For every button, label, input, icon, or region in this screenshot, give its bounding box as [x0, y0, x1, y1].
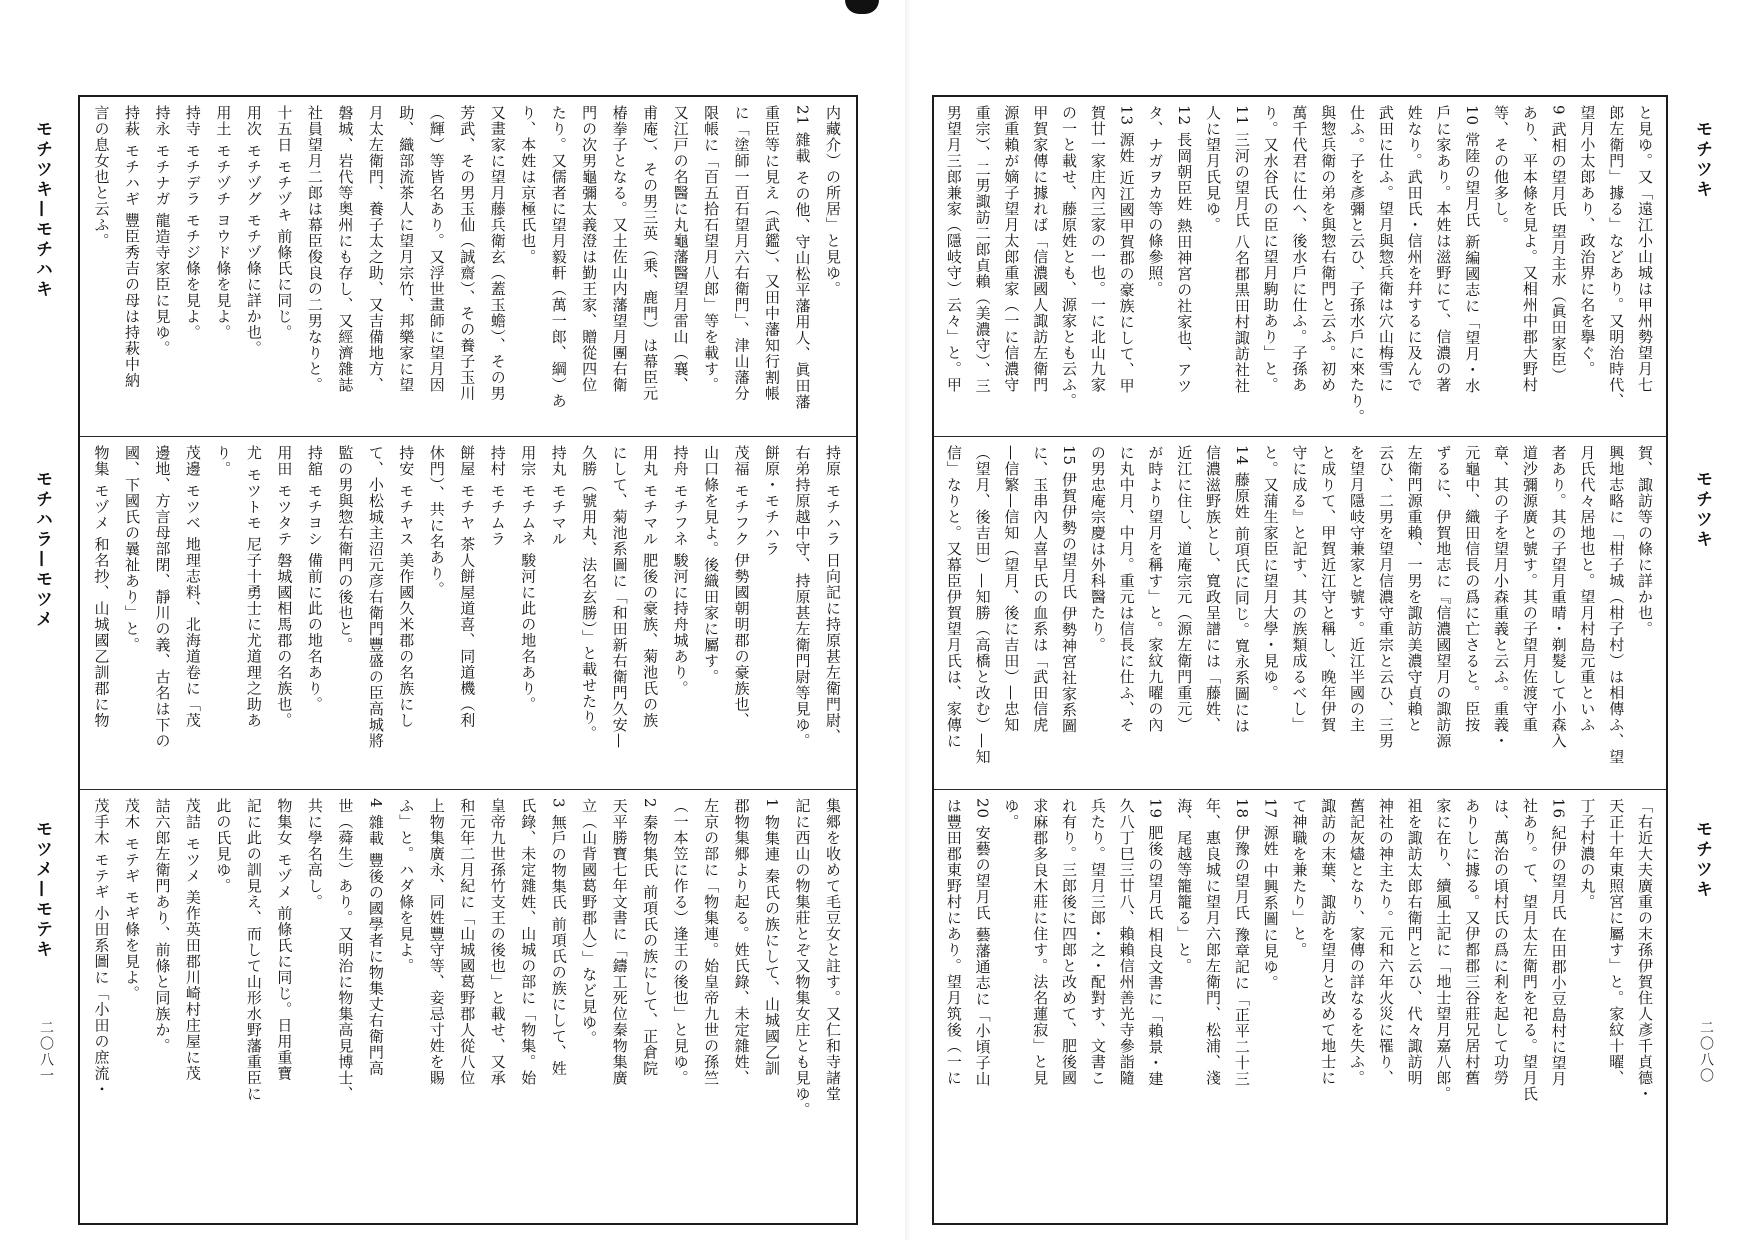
- text-column: 邊地、方言母部閉、靜川の義、古名は下の: [153, 445, 172, 749]
- right-running-head-2: モチツキ: [1692, 470, 1712, 550]
- text-column: に「塗師一百石望月六右衛門」、津山藩分: [732, 105, 751, 402]
- text-column: 章、其の子を望月小森重義と云ふ。重義・: [1492, 445, 1510, 749]
- text-column: 餅屋 モチヤ 茶人餅屋道喜、同道機（利: [458, 445, 477, 729]
- text-column: 道沙彌源廣と號す。其の子望月佐渡守重: [1520, 445, 1539, 733]
- right-tier-2: [934, 437, 1666, 790]
- text-column: と見ゆ。又「遠江小山城は甲州勢望月七: [1636, 105, 1654, 393]
- text-column: 12 長岡朝臣姓 熱田神宮の社家也、アツ: [1175, 105, 1194, 394]
- text-column: 國、下國氏の曩祉あり」と。: [122, 445, 141, 653]
- text-column: あり、平本條を見よ。又相州中郡大野村: [1520, 105, 1539, 393]
- text-column: 物集 モヅメ 和名抄、山城國乙訓郡に物: [92, 445, 111, 729]
- text-column: 「右近大夫廣重の末孫伊賀住人彥千貞德・: [1636, 798, 1654, 1102]
- text-column: て、小松城主沼元彦右衛門豐盛の臣高城將: [366, 445, 385, 749]
- text-column: 又江戸の名醫に丸龜藩醫望月雷山（襄、: [671, 105, 690, 393]
- text-column: は、萬治の頃村氏の爲に利を起して功勞: [1492, 798, 1510, 1086]
- text-column: 皇帝九世孫竹支王の後也」と載せ、又承: [488, 798, 507, 1086]
- text-column: 言の息女也と云ふ。: [92, 105, 111, 249]
- text-column: 重臣等に見え（武鑑）、又田中藩知行割帳: [763, 105, 782, 402]
- text-column: 13 源姓 近江國甲賀郡の豪族にして、甲: [1117, 105, 1136, 394]
- text-column: 上物集廣永、同姓豐守等、妾忌寸姓を賜: [427, 798, 446, 1086]
- text-column: 久勝（號用丸、法名玄勝）」と載せたり。: [580, 445, 599, 742]
- left-running-head-3: モツメ—モテキ: [32, 820, 52, 960]
- text-column: —信繁—信知（望月、後に吉田）—忠知: [1002, 445, 1021, 733]
- text-column: 家に在り、續風土記に「地士望月嘉八郎。: [1434, 798, 1453, 1102]
- text-column: 此の氏見ゆ。: [214, 798, 233, 894]
- text-column: （輝）等皆名あり。又浮世畫師に望月因: [427, 105, 446, 393]
- text-column: ありしに據る。又伊都郡三谷莊兄居村舊: [1463, 798, 1482, 1086]
- text-column: にして、菊池系圖に「和田新右衛門久安—: [610, 445, 629, 749]
- text-column: 持丸 モチマル: [549, 445, 568, 547]
- text-column: が時より望月を稱す」と。家紋九曜の內: [1146, 445, 1165, 733]
- text-column: 磐城、岩代等奥州にも存し、又經濟雜誌: [336, 105, 355, 393]
- text-column: の男忠庵宗慶は外科醫たり。: [1088, 445, 1107, 653]
- text-column: 天正十年東照宮に屬す」と。家紋十曜、: [1607, 798, 1626, 1086]
- gutter-shadow: [905, 0, 911, 1240]
- text-column: 4 雜載 豐後の國學者に物集丈右衛門高: [366, 798, 385, 1077]
- text-column: 甲賀家傳に據れば「信濃國人諏訪左衛門: [1031, 105, 1050, 393]
- text-column: 記に西山の物集莊とぞ又物集女庄とも見ゆ。: [793, 798, 812, 1118]
- text-column: 内藏介）の所居」と見ゆ。: [824, 105, 842, 297]
- text-column: 用宗 モチムネ 駿河に此の地名あり。: [519, 445, 538, 713]
- text-column: 茂邊 モツベ 地理志料、北海道卷に「茂: [183, 445, 202, 729]
- text-column: 等、その他多し。: [1492, 105, 1510, 233]
- text-column: 云ひ、二男を望月信濃守重宗と云ひ、三男: [1376, 445, 1395, 749]
- text-column: 14 藤原姓 前項氏に同じ。寬永系圖には: [1232, 445, 1251, 734]
- text-column: と成りて、甲賀近江守と稱し、晚年伊賀: [1319, 445, 1338, 733]
- text-column: れ有り。三郎後に四郎と改めて、肥後國: [1060, 798, 1078, 1086]
- text-column: 16 紀伊の望月氏 在田郡小豆島村に望月: [1549, 798, 1568, 1087]
- text-column: 用田 モツタテ 磐城國相馬郡の名族也。: [275, 445, 294, 729]
- text-column: 人に望月氏見ゆ。: [1204, 105, 1222, 233]
- text-column: の一と載せ、藤原姓とも、源家とも云ふ。: [1060, 105, 1078, 409]
- text-column: 近江に住し、道庵宗元（源左衛門重元）: [1175, 445, 1194, 733]
- right-running-head-1: モチツキ: [1692, 120, 1712, 200]
- text-column: 立（山背國葛野郡人）」など見ゆ。: [580, 798, 599, 1047]
- text-column: 21 雜載 その他、守山松平藩用人、眞田藩: [793, 105, 812, 410]
- binding-mark: [845, 0, 879, 14]
- text-column: に、玉串內人喜早氏の血系は「武田信虎: [1031, 445, 1050, 733]
- left-tier-2: [80, 437, 856, 790]
- right-tier-3: [934, 790, 1666, 1223]
- text-column: 求麻郡多良木莊に住す。法名蓮寂」と見: [1031, 798, 1050, 1086]
- text-column: （望月、後吉田）—知勝（高橋と改む）—知: [973, 445, 992, 765]
- text-column: ずるに、伊賀地志に『信濃國望月の諏訪源: [1434, 445, 1453, 749]
- text-column: 信濃滋野族とし、寬政呈譜には「藤姓、: [1204, 445, 1222, 733]
- text-column: 神社の神主たり。元和六年火災に罹り、: [1376, 798, 1395, 1086]
- text-column: 3 無戶の物集氏 前項氏の族にして、姓: [549, 798, 568, 1077]
- text-column: 十五日 モチヅキ 前條氏に同じ。: [275, 105, 294, 341]
- left-running-head-2: モチハラ—モツメ: [32, 470, 52, 630]
- right-tier-1: [934, 97, 1666, 437]
- text-column: 久八丁巳三廿八、賴賴信州善光寺參詣隨: [1117, 798, 1136, 1086]
- text-column: 海、尾越等籠籠る」と。: [1175, 798, 1194, 974]
- text-column: 持村 モチムラ: [488, 445, 507, 547]
- text-column: 右弟持原越中守、持原甚左衛門尉等見ゆ。: [793, 445, 812, 749]
- text-column: 尤 モツトモ 尼子十勇士に尤道理之助あ: [244, 445, 263, 729]
- text-column: を望月隱岐守兼家と號す。近江半國の主: [1348, 445, 1366, 733]
- text-column: 又畫家に望月藤兵衛玄（蓋玉蟾）、その男: [488, 105, 507, 402]
- text-column: 用丸 モチマル 肥後の豪族、菊池氏の族: [641, 445, 660, 729]
- text-column: 茂福 モチフク 伊勢國朝明郡の豪族也、: [732, 445, 751, 729]
- text-column: 持安 モチヤス 美作國久米郡の名族にし: [397, 445, 416, 729]
- text-column: 共に學名高し。: [305, 798, 324, 910]
- text-column: 持萩 モチハギ 豐臣秀吉の母は持萩中納: [122, 105, 141, 389]
- left-tier-1: [80, 97, 856, 437]
- right-page: [932, 95, 1668, 1225]
- text-column: 11 三河の望月氏 八名郡黒田村諏訪社社: [1232, 105, 1251, 394]
- text-column: 持原 モチハラ 日向記に持原甚左衛門尉、: [824, 445, 842, 745]
- text-column: 持舘 モチヨシ 備前に此の地名あり。: [305, 445, 324, 713]
- text-column: 詰六郎左衛門あり、前條と同族か。: [153, 798, 172, 1054]
- text-column: 萬千代君に仕へ、後水戶に仕ふ。子孫あ: [1290, 105, 1309, 393]
- text-column: 郡物集郷より起る。姓氏錄、未定雜姓、: [732, 798, 751, 1086]
- text-column: 芳武、その男玉仙（誠齋）、その養子玉川: [458, 105, 477, 402]
- text-column: 助、織部流茶人に望月宗竹、邦樂家に望: [397, 105, 416, 393]
- text-column: 甫庵）、その男三英（乗、鹿門）は幕臣元: [641, 105, 660, 402]
- text-column: 監の男與惣右衛門の後也と。: [336, 445, 355, 653]
- text-column: 姓なり。武田氏・信州を幷するに及んで: [1405, 105, 1424, 393]
- text-column: 用次 モチヅグ モチヅ條に詳か也。: [244, 105, 263, 357]
- text-column: 戶に家あり。本姓は滋野にて、信濃の著: [1434, 105, 1453, 393]
- text-column: 物集女 モヅメ 前條氏に同じ。日用重寶: [275, 798, 294, 1082]
- text-column: 17 源姓 中興系圖に見ゆ。: [1261, 798, 1280, 991]
- text-column: 集郷を收めて毛豆女と註す。又仁和寺諸堂: [824, 798, 842, 1102]
- left-page-number: 二〇八一: [38, 1020, 54, 1084]
- text-column: 賀、諏訪等の條に詳か也。: [1636, 445, 1654, 637]
- text-column: 左京の部に「物集連。始皇帝九世の孫竺: [702, 798, 721, 1086]
- text-column: 仕ふ。子を彥彌と云ひ、子孫水戶に來たり。: [1348, 105, 1366, 425]
- text-column: 者あり。其の子望月重晴・剃髮して小森入: [1549, 445, 1568, 749]
- text-column: 社員望月二郎は幕臣俊良の二男なりと。: [305, 105, 324, 393]
- text-column: り。又水谷氏の臣に望月駒助あり」と。: [1261, 105, 1280, 393]
- text-column: 茂木 モテギ モギ條を見よ。: [122, 798, 141, 1002]
- text-column: 望月小太郎あり、政治界に名を擧ぐ。: [1578, 105, 1597, 377]
- text-column: 兵たり。望月三郎・之・配對す、文書こ: [1088, 798, 1107, 1086]
- text-column: 武田に仕ふ。望月與惣兵衛は穴山梅雪に: [1376, 105, 1395, 393]
- text-column: に丸中月、中月。重元は信長に仕ふ、そ: [1117, 445, 1136, 733]
- text-column: 1 物集連 秦氏の族にして、山城國乙訓: [763, 798, 782, 1077]
- text-column: 10 常陸の望月氏 新編國志に「望月・水: [1463, 105, 1482, 394]
- text-column: 月太左衛門、養子太之助、又吉備地方、: [366, 105, 385, 393]
- text-column: と。又蒲生家臣に望月大學・見ゆ。: [1261, 445, 1280, 701]
- text-column: 茂手木 モテギ 小田系圖に「小田の庶流・: [92, 798, 111, 1098]
- text-column: 9 武相の望月氏 望月主水（眞田家臣）: [1549, 105, 1568, 384]
- text-column: 氏錄、未定雜姓、山城の部に「物集。始: [519, 798, 538, 1086]
- text-column: は豐田郡東野村にあり。望月筑後（一に: [944, 798, 963, 1086]
- text-column: 重宗）、二男諏訪二郎貞賴（美濃守）、三: [973, 105, 992, 394]
- text-column: 守に成る』と記す、其の族類成るべし」: [1290, 445, 1309, 733]
- left-tier-3: [80, 790, 856, 1223]
- text-column: 社あり。て、望月太左衛門を祀る。望月氏: [1520, 798, 1539, 1102]
- text-column: （一本笠に作る）逢王の後也」と見ゆ。: [671, 798, 690, 1086]
- text-column: 源重賴が嫡子望月太郎重家（一に信濃守: [1002, 105, 1021, 393]
- text-column: 天平勝寶七年文書に「鑄工死位秦物集廣: [610, 798, 629, 1086]
- text-column: 休門）、共に名あり。: [427, 445, 446, 598]
- text-column: 2 秦物集氏 前項氏の族にして、正倉院: [641, 798, 660, 1077]
- text-column: 限帳に「百五拾石望月八郎」等を載す。: [702, 105, 721, 393]
- text-column: 用土 モチヅチ ヨウド條を見よ。: [214, 105, 233, 341]
- text-column: 與惣兵衛の弟を與惣右衛門と云ふ。初め: [1319, 105, 1338, 393]
- text-column: て神職を兼たり」と。: [1290, 798, 1309, 958]
- text-column: 茂詰 モツメ 美作英田郡川崎村庄屋に茂: [183, 798, 202, 1082]
- text-column: 左衛門源重賴、一男を諏訪美濃守貞賴と: [1405, 445, 1424, 733]
- text-column: 月氏代々居地也と。望月村島元重といふ: [1578, 445, 1597, 733]
- text-column: 和元年二月紀に「山城國葛野郡人從八位: [458, 798, 477, 1086]
- text-column: ゆ。: [1002, 798, 1021, 830]
- left-page: [78, 95, 858, 1225]
- text-column: 椿拳子となる。又土佐山内藩望月團右衛: [610, 105, 629, 393]
- text-column: ふ」と。ハダ條を見よ。: [397, 798, 416, 974]
- text-column: 元龜中、織田信長の爲に亡さると。臣按: [1463, 445, 1482, 733]
- text-column: 祖を諏訪太郎右衛門と云ひ、代々諏訪明: [1405, 798, 1424, 1086]
- text-column: り、本姓は京極氏也。: [519, 105, 538, 265]
- text-column: 郎左衛門」據る」などあり。又明治時代、: [1607, 105, 1626, 409]
- text-column: 年、惠良城に望月六郎左衛門、松浦、淺: [1204, 798, 1222, 1086]
- text-column: 興地志略に「柑子城（柑子村）は相傳ふ、望: [1607, 445, 1626, 765]
- right-page-number: 二〇八〇: [1698, 1020, 1714, 1084]
- text-column: 20 安藝の望月氏 藝藩通志に「小頃子山: [973, 798, 992, 1087]
- right-running-head-3: モチツキ: [1692, 820, 1712, 900]
- text-column: 持舟 モチフネ 駿河に持舟城あり。: [671, 445, 690, 697]
- text-column: 15 伊賀伊勢の望月氏 伊勢神宮社家系圖: [1060, 445, 1078, 734]
- text-column: 山口條を見よ。後織田家に屬す。: [702, 445, 721, 685]
- text-column: 餅原・モチハラ: [763, 445, 782, 557]
- text-column: 賀廿一家庄內三家の一也。一に北山九家: [1088, 105, 1107, 393]
- text-column: タ、ナガヲカ等の條參照。: [1146, 105, 1165, 297]
- text-column: 18 伊豫の望月氏 豫章記に「正平二十三: [1232, 798, 1251, 1087]
- text-column: 持永 モチナガ 龍造寺家臣に見ゆ。: [153, 105, 172, 357]
- text-column: 男望月三郎兼家（隱岐守）云々」と。甲: [944, 105, 963, 393]
- text-column: 19 肥後の望月氏 相良文書に「賴景・建: [1146, 798, 1165, 1087]
- text-column: 持寺 モチデラ モチジ條を見よ。: [183, 105, 202, 341]
- text-column: 丁子村濃の丸。: [1578, 798, 1597, 910]
- text-column: 諏訪の末葉、諏訪を望月と改めて地士に: [1319, 798, 1338, 1086]
- left-running-head-1: モチツキ—モチハキ: [32, 120, 52, 300]
- text-column: 舊記灰燼となり、家傳の詳なるを失ふ。: [1348, 798, 1366, 1086]
- text-column: り。: [214, 445, 233, 477]
- text-column: 門の次男龜彌太義澄は勤王家、贈從四位: [580, 105, 599, 393]
- text-column: 記に此の訓見え、而して山形水野藩重臣に: [244, 798, 263, 1102]
- text-column: たり。又儒者に望月毅軒（萬一郎、綱）あ: [549, 105, 568, 409]
- text-column: 信」なりと。又幕臣伊賀望月氏は、家傳に: [944, 445, 963, 749]
- text-column: 世（蕣生）あり。又明治に物集高見博士、: [336, 798, 355, 1102]
